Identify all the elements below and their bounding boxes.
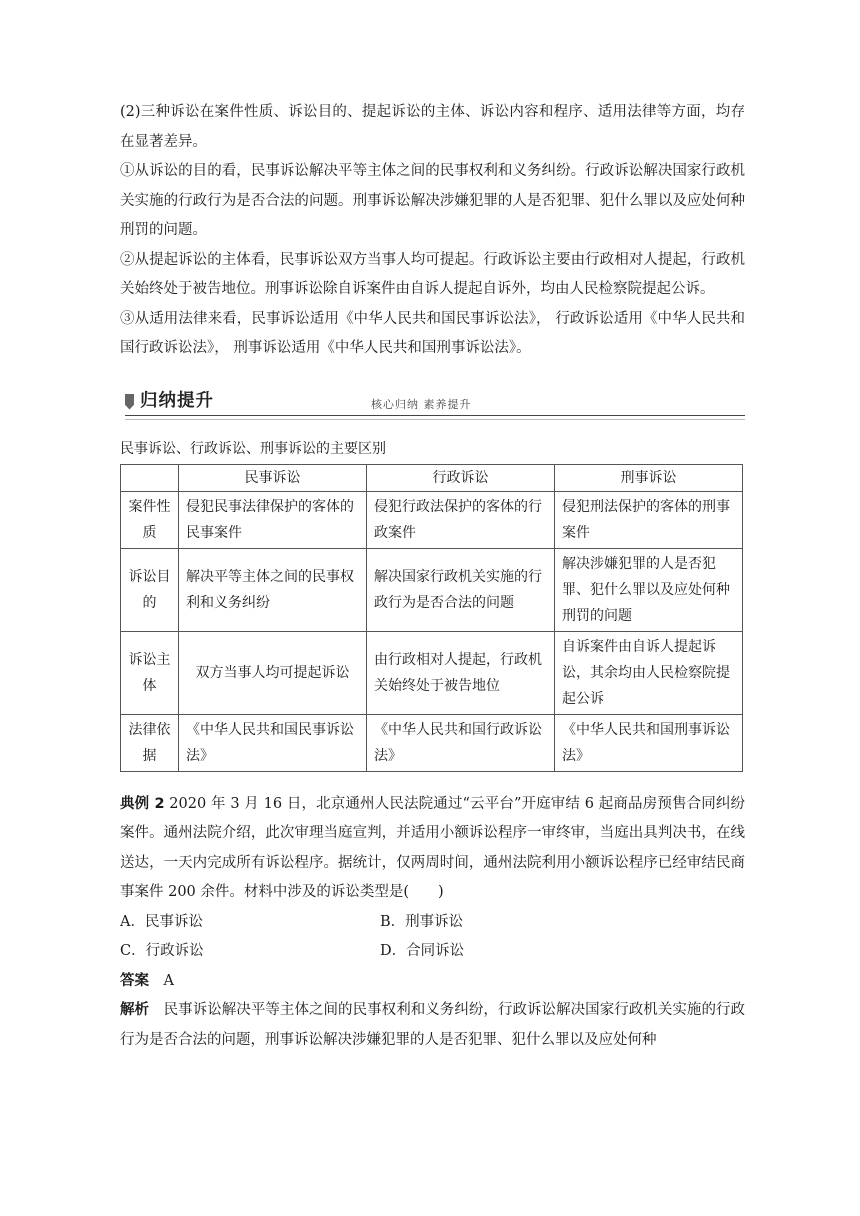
analysis-paragraph [120,996,745,1055]
table-header-row [121,464,743,491]
bookmark-icon [125,394,134,410]
analysis-text: 民事诉讼解决平等主体之间的民事权利和义务纠纷，行政诉讼解决国家行政机关实施的行政行为是否合法的问题，刑事诉讼解决涉嫌犯罪的人是否犯罪、犯什么罪以及应处何种 [120,1002,746,1048]
document-page [120,98,745,1055]
section-banner [125,386,745,416]
table-row [121,714,743,771]
table-cell: 解决平等主体之间的民事权利和义务纠纷 [179,548,367,631]
table-header-civil: 民事诉讼 [179,464,367,491]
table-cell: 侵犯民事法律保护的客体的民事案件 [179,491,367,548]
options-row-1 [120,908,745,938]
table-cell: 侵犯刑法保护的客体的刑事案件 [555,491,743,548]
comparison-table [120,464,743,772]
section-subtitle: 核心归纳 素养提升 [371,397,472,411]
answer-value: A [163,972,174,989]
banner-rule-secondary [125,419,745,420]
answer-label: 答案 [120,972,149,989]
intro-paragraph-2: ①从诉讼的目的看，民事诉讼解决平等主体之间的民事权利和义务纠纷。行政诉讼解决国家行政机关实施的行政行为是否合法的问题。刑事诉讼解决涉嫌犯罪的人是否犯罪、犯什么罪以及应处何种刑罚的问题。 [120,163,745,238]
section-title: 归纳提升 [140,390,214,411]
row-head: 诉讼主体 [121,631,179,714]
option-a: A．民事诉讼 [120,913,203,930]
table-cell: 《中华人民共和国行政诉讼法》 [367,714,555,771]
table-cell: 《中华人民共和国民事诉讼法》 [179,714,367,771]
options-row-2 [120,937,745,967]
table-cell: 由行政相对人提起，行政机关始终处于被告地位 [367,631,555,714]
row-head: 诉讼目的 [121,548,179,631]
row-head: 法律依据 [121,714,179,771]
table-row [121,631,743,714]
intro-paragraph-1: (2)三种诉讼在案件性质、诉讼目的、提起诉讼的主体、诉讼内容和程序、适用法律等方面，均存在显著差异。 [120,104,745,150]
table-cell: 自诉案件由自诉人提起诉讼，其余均由人民检察院提起公诉 [555,631,743,714]
analysis-label: 解析 [120,1002,150,1018]
option-d: D．合同诉讼 [380,943,465,959]
table-row [121,491,743,548]
table-cell: 侵犯行政法保护的客体的行政案件 [367,491,555,548]
table-header-criminal: 刑事诉讼 [555,464,743,491]
intro-paragraph-3: ②从提起诉讼的主体看，民事诉讼双方当事人均可提起。行政诉讼主要由行政相对人提起，行政机关始终处于被告地位。刑事诉讼除自诉案件由自诉人提起自诉外，均由人民检察院提起公诉。 [120,251,745,297]
table-cell: 《中华人民共和国刑事诉讼法》 [555,714,743,771]
banner-rule [125,415,745,416]
example-text: 2020 年 3 月 16 日，北京通州人民法院通过“云平台”开庭审结 6 起商品房预售合同纠纷案件。通州法院介绍，此次审理当庭宣判，并适用小额诉讼程序一审终审，当庭出具判决书，在线送达，一天内完成所有诉讼程序。据统计，仅两周时间，通州法院利用小额诉讼程序已经审结民商事案件 200 余件。材料中涉及的诉讼类型是( ) [120,795,746,900]
table-title: 民事诉讼、行政诉讼、刑事诉讼的主要区别 [120,440,386,457]
table-cell: 双方当事人均可提起诉讼 [179,631,367,714]
option-c: C．行政诉讼 [120,943,204,959]
example-stem [120,790,745,908]
table-header-empty [121,464,179,491]
option-b: B．刑事诉讼 [380,913,464,930]
answer-line [120,967,745,997]
table-header-admin: 行政诉讼 [367,464,555,491]
table-cell: 解决涉嫌犯罪的人是否犯罪、犯什么罪以及应处何种刑罚的问题 [555,548,743,631]
table-cell: 解决国家行政机关实施的行政行为是否合法的问题 [367,548,555,631]
table-row [121,548,743,631]
example-question [120,790,745,1056]
intro-paragraph-4: ③从适用法律来看，民事诉讼适用《中华人民共和国民事诉讼法》， 行政诉讼适用《中华人民共和国行政诉讼法》， 刑事诉讼适用《中华人民共和国刑事诉讼法》。 [120,310,745,356]
row-head: 案件性质 [121,491,179,548]
example-label: 典例 2 [120,795,165,812]
